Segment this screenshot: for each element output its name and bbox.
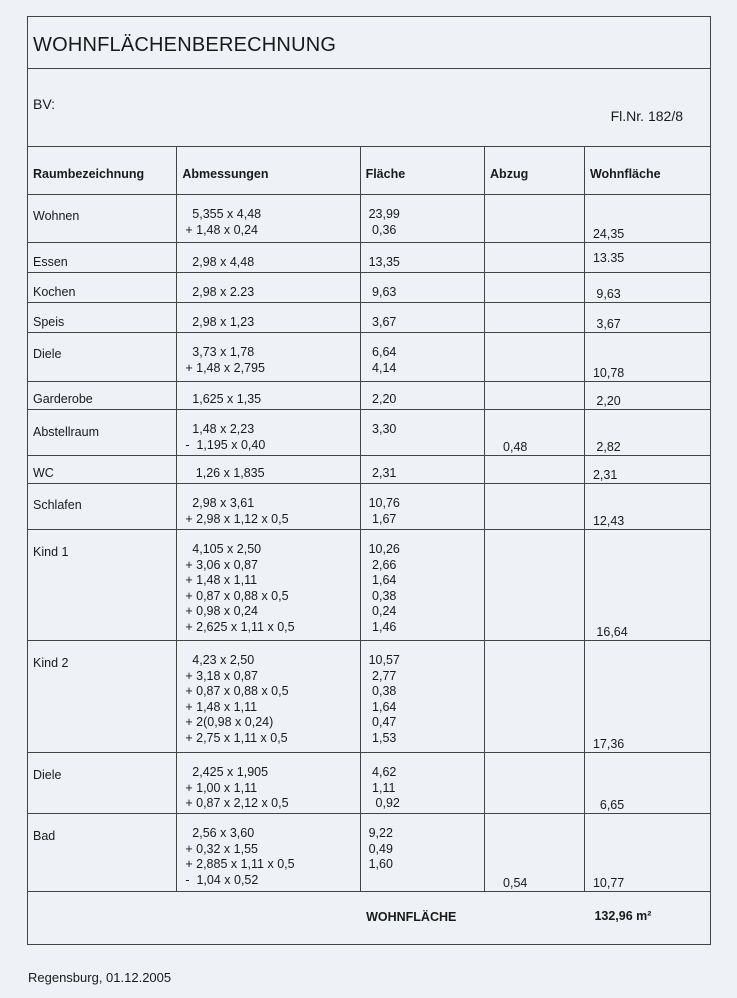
areas [369, 207, 400, 238]
dimension-line: 2,98 x 3,61 [185, 496, 255, 510]
dimension-line: + 3,06 x 0,87 [185, 557, 258, 572]
total-value: 132,96 m² [594, 909, 652, 923]
living-area-value: 16,64 [592, 625, 628, 639]
dimensions [185, 653, 288, 746]
bv-label: BV: [33, 96, 56, 112]
dimensions [185, 345, 265, 376]
dimension-line: + 3,18 x 0,87 [185, 668, 258, 683]
area-value: 1,11 [368, 780, 396, 795]
room-name: Kochen [33, 285, 76, 299]
dimensions [185, 496, 288, 527]
areas [369, 285, 397, 301]
dimensions [185, 207, 261, 238]
place-date: Regensburg, 01.12.2005 [28, 970, 172, 985]
dimensions [185, 392, 261, 408]
deduction-value: 0,48 [503, 440, 528, 454]
dimensions [185, 315, 254, 331]
area-value: 2,66 [368, 557, 397, 572]
dimension-line: + 2,885 x 1,11 x 0,5 [185, 857, 295, 871]
area-value: 2,77 [368, 668, 397, 683]
room-name: WC [33, 466, 54, 480]
dimension-line: + 1,00 x 1,11 [185, 780, 258, 795]
room-name: Diele [33, 768, 62, 782]
room-name: Wohnen [33, 209, 80, 223]
dimension-line: + 0,87 x 2,12 x 0,5 [185, 796, 289, 810]
living-area-value: 17,36 [592, 737, 625, 751]
living-area-value: 13.35 [592, 251, 625, 265]
dimensions [185, 542, 294, 635]
dimensions [185, 466, 264, 482]
areas [369, 466, 397, 482]
header-row [28, 147, 711, 195]
dimension-line: 2,425 x 1,905 [185, 765, 269, 779]
table-row [28, 303, 711, 333]
table-row [28, 753, 711, 814]
dimension-line: 4,23 x 2,50 [185, 653, 255, 667]
dimension-line: 2,98 x 2.23 [185, 285, 255, 299]
area-value: 13,35 [368, 255, 400, 269]
table-row [28, 456, 711, 484]
dimension-line: + 1,48 x 1,11 [185, 573, 258, 587]
area-value: 2,31 [368, 466, 397, 480]
table-row [28, 243, 711, 273]
area-value: 6,64 [368, 345, 397, 359]
areas [369, 653, 400, 746]
dimension-line: + 2,75 x 1,11 x 0,5 [185, 730, 288, 745]
area-value: 0,49 [368, 841, 393, 856]
area-value: 1,60 [368, 857, 393, 871]
dimension-line: 2,98 x 4,48 [185, 255, 255, 269]
dimension-line: + 2,625 x 1,11 x 0,5 [185, 619, 295, 634]
living-area-value: 9,63 [592, 287, 621, 301]
living-area-value: 3,67 [592, 317, 621, 331]
bv-box [27, 68, 711, 147]
room-name: Kind 2 [33, 656, 69, 670]
table-row [28, 382, 711, 410]
areas [369, 765, 400, 812]
dimension-line: + 1,48 x 2,795 [185, 360, 265, 375]
document-title: WOHNFLÄCHENBERECHNUNG [33, 34, 337, 56]
area-value: 23,99 [368, 207, 400, 221]
table-row [28, 530, 711, 641]
areas [369, 345, 397, 376]
area-value: 10,26 [368, 542, 400, 556]
living-area-value: 2,20 [592, 394, 621, 408]
living-area-value: 6,65 [592, 798, 625, 812]
table-row [28, 814, 711, 892]
area-value: 3,30 [368, 422, 397, 436]
dimension-line: 3,73 x 1,78 [185, 345, 255, 359]
dimensions [185, 255, 254, 271]
deduction-value: 0,54 [503, 876, 528, 890]
areas [369, 315, 397, 331]
flurstueck-number: Fl.Nr. 182/8 [610, 108, 683, 124]
areas [369, 826, 393, 873]
dimension-line: 4,105 x 2,50 [185, 542, 262, 556]
area-value: 9,63 [368, 285, 397, 299]
room-name: Essen [33, 255, 68, 269]
room-name: Schlafen [33, 498, 82, 512]
areas [369, 392, 397, 408]
area-value: 4,14 [368, 360, 397, 375]
living-area-value: 10,77 [592, 876, 625, 890]
living-area-value: 12,43 [592, 514, 625, 528]
living-area-value: 24,35 [592, 227, 625, 241]
area-value: 0,38 [368, 684, 397, 698]
areas [369, 255, 400, 271]
dimension-line: 1,26 x 1,835 [185, 466, 265, 480]
dimensions [185, 285, 254, 301]
dimension-line: + 2,98 x 1,12 x 0,5 [185, 511, 289, 526]
dimension-line: 2,98 x 1,23 [185, 315, 255, 329]
table-row [28, 333, 711, 382]
area-value: 1,46 [368, 619, 397, 634]
dimension-line: - 1,04 x 0,52 [185, 872, 259, 887]
area-value: 0,38 [368, 588, 397, 603]
header-raumbezeichnung: Raumbezeichnung [28, 147, 177, 195]
area-value: 0,47 [368, 715, 397, 729]
table-row [28, 484, 711, 530]
area-value: 10,76 [368, 496, 400, 510]
area-value: 0,24 [368, 604, 397, 618]
table-row [28, 195, 711, 243]
total-label: WOHNFLÄCHE [366, 910, 457, 924]
area-value: 0,36 [368, 222, 397, 237]
areas [369, 422, 397, 438]
area-value: 1,67 [368, 511, 397, 526]
area-value: 4,62 [368, 765, 397, 779]
dimension-line: + 0,32 x 1,55 [185, 841, 258, 856]
area-value: 9,22 [368, 826, 393, 840]
dimension-line: + 1,48 x 0,24 [185, 222, 258, 237]
table-row [28, 641, 711, 753]
area-value: 0,92 [368, 796, 400, 810]
living-area-value: 2,82 [592, 440, 621, 454]
dimension-line: + 0,87 x 0,88 x 0,5 [185, 588, 289, 603]
dimension-line: 1,48 x 2,23 [185, 422, 255, 436]
living-area-value: 2,31 [592, 468, 618, 482]
dimension-line: - 1,195 x 0,40 [185, 437, 266, 452]
dimension-line: + 0,87 x 0,88 x 0,5 [185, 684, 289, 698]
header-wohnflaeche: Wohnfläche [584, 147, 710, 195]
room-name: Speis [33, 315, 65, 329]
living-area-value: 10,78 [592, 366, 625, 380]
dimension-line: 1,625 x 1,35 [185, 392, 262, 406]
room-name: Abstellraum [33, 425, 99, 439]
header-abmessungen: Abmessungen [177, 147, 360, 195]
dimension-line: + 2(0,98 x 0,24) [185, 715, 274, 729]
dimensions [185, 826, 294, 888]
room-name: Kind 1 [33, 545, 69, 559]
area-value: 1,64 [368, 573, 397, 587]
dimensions [185, 765, 288, 812]
table-row [28, 273, 711, 303]
area-calculation-table [27, 146, 711, 945]
dimensions [185, 422, 265, 453]
areas [369, 542, 400, 635]
areas [369, 496, 400, 527]
dimension-line: 2,56 x 3,60 [185, 826, 255, 840]
room-name: Garderobe [33, 392, 93, 406]
dimension-line: + 1,48 x 1,11 [185, 699, 258, 714]
dimension-line: + 0,98 x 0,24 [185, 604, 258, 618]
area-value: 10,57 [368, 653, 400, 667]
title-box [27, 16, 711, 69]
area-value: 1,64 [368, 699, 397, 714]
area-value: 1,53 [368, 730, 397, 745]
dimension-line: 5,355 x 4,48 [185, 207, 262, 221]
room-name: Bad [33, 829, 56, 843]
area-value: 2,20 [368, 392, 397, 406]
header-flaeche: Fläche [360, 147, 484, 195]
area-value: 3,67 [368, 315, 397, 329]
table-row [28, 410, 711, 456]
room-name: Diele [33, 347, 62, 361]
total-row [28, 892, 711, 945]
header-abzug: Abzug [485, 147, 585, 195]
